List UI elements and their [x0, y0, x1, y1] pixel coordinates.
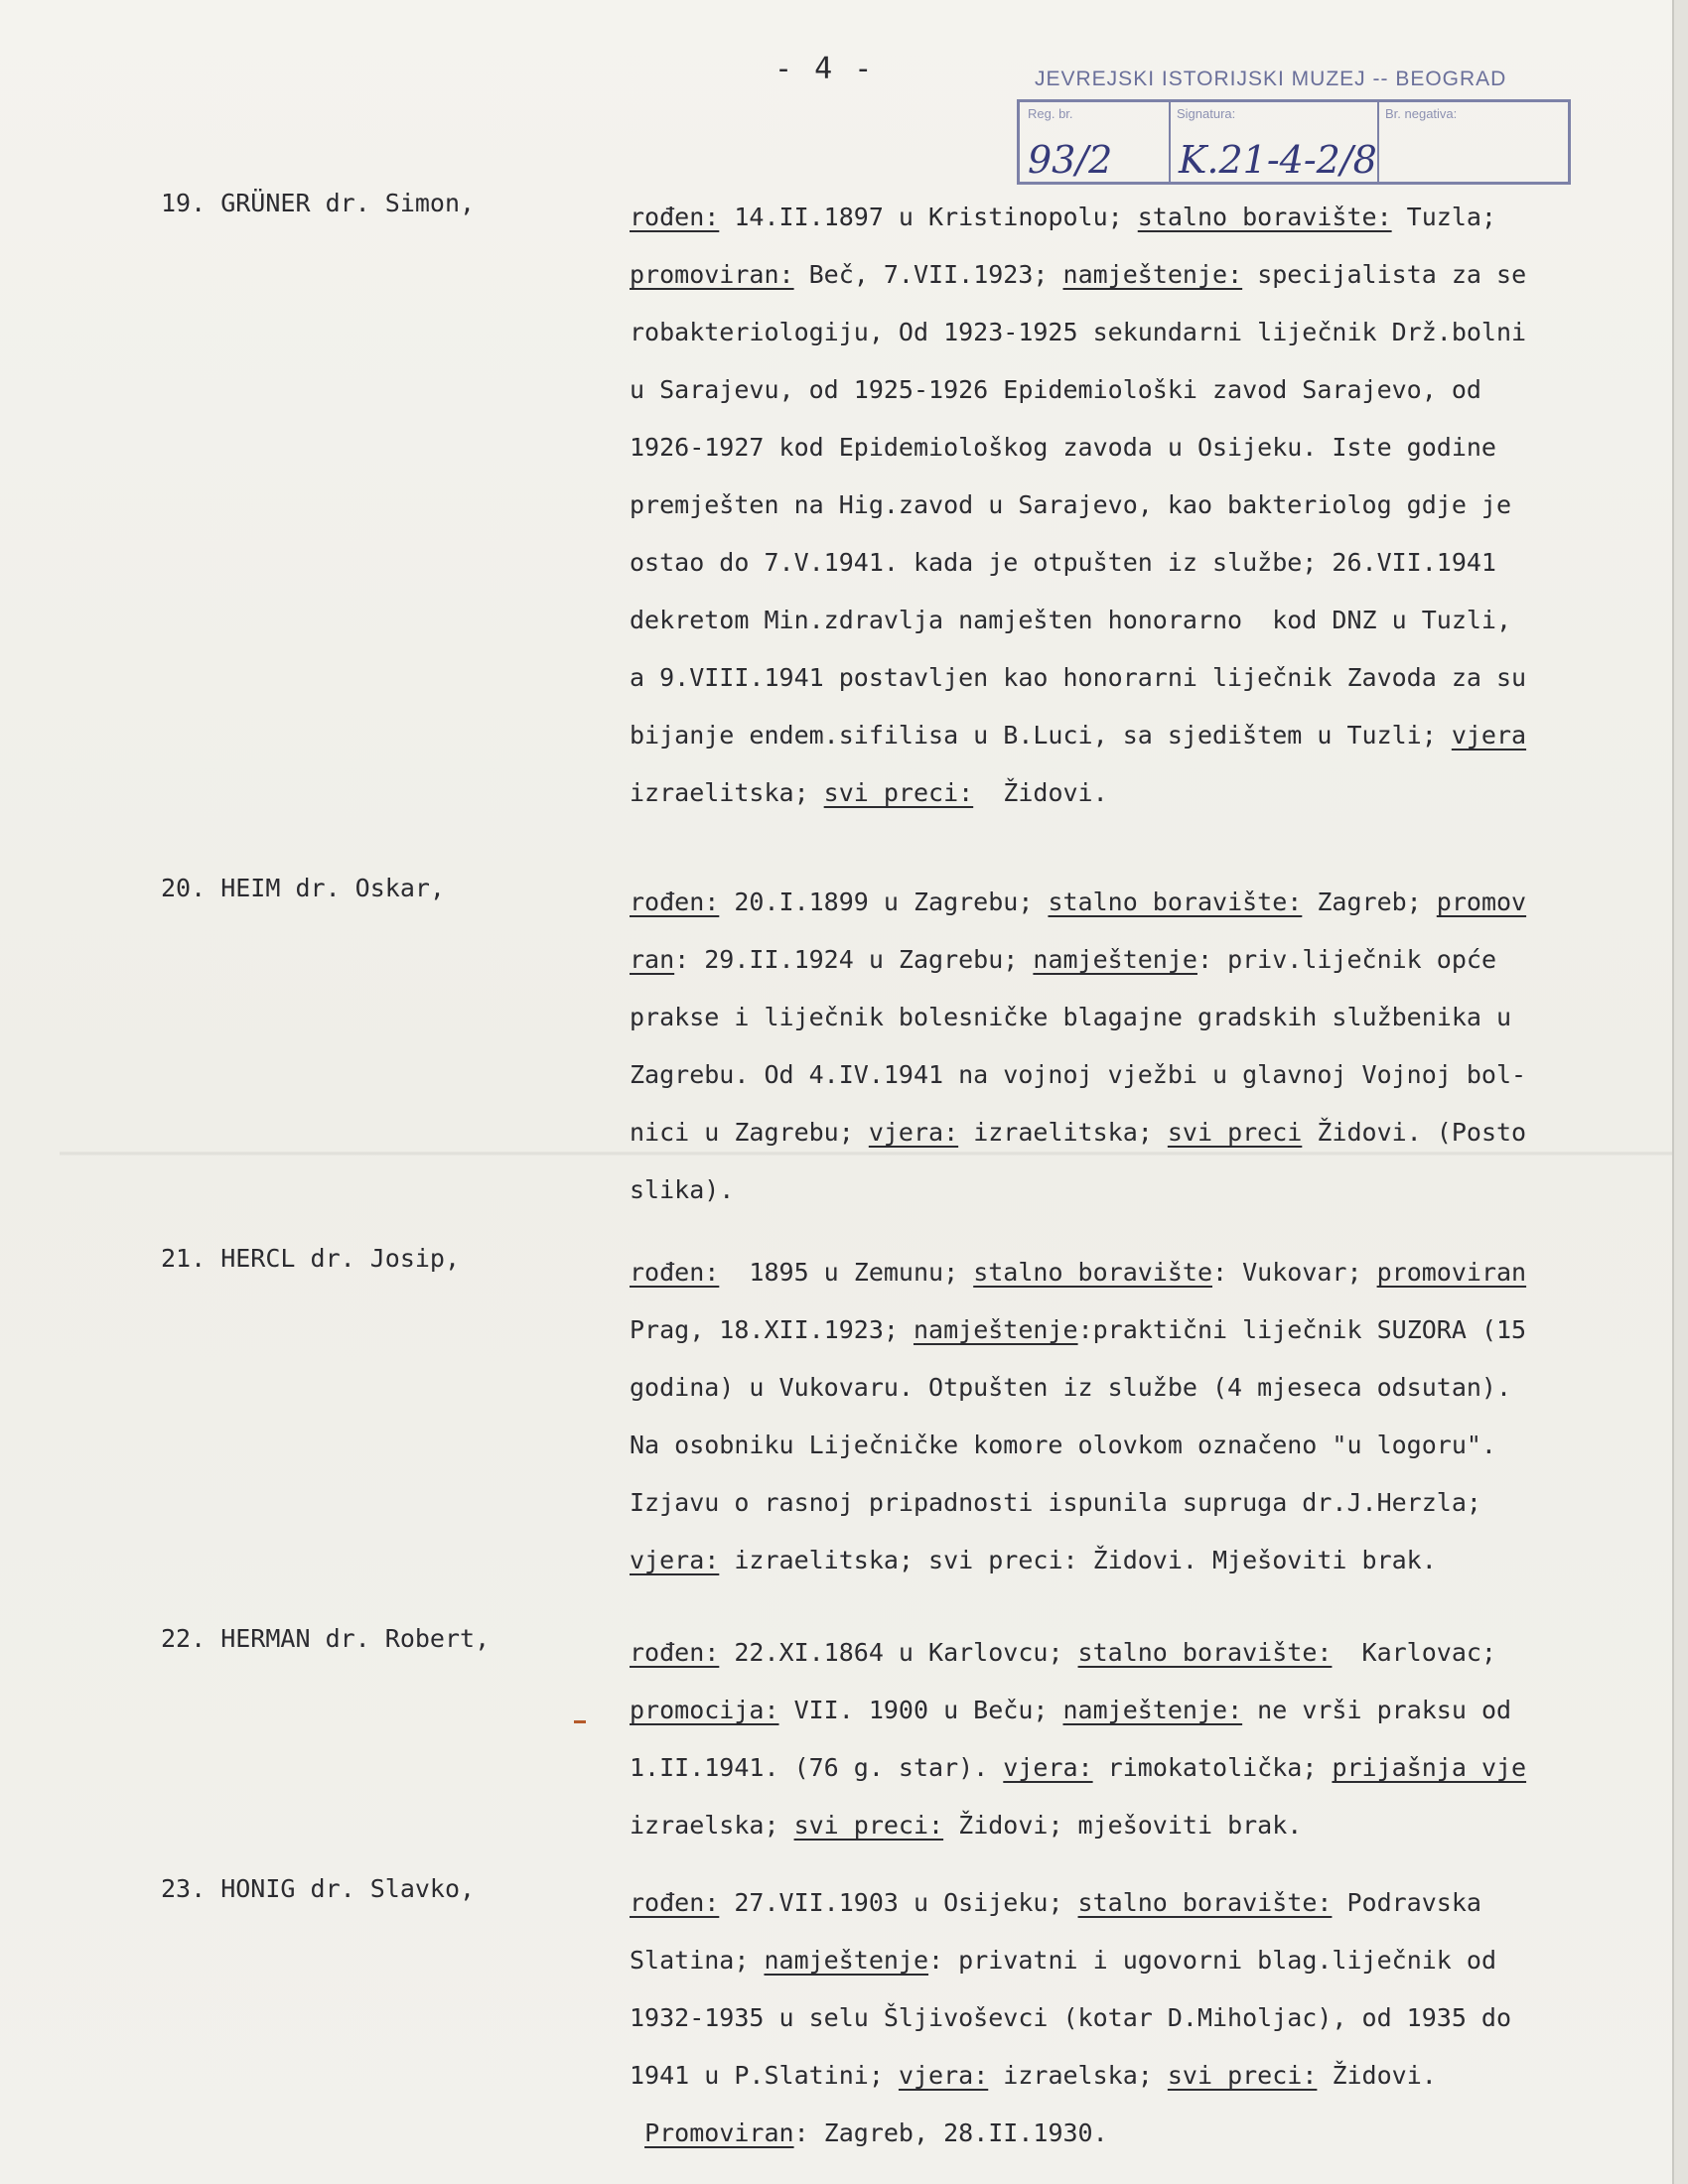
text-line [630, 989, 1672, 1046]
text-segment [630, 2118, 644, 2147]
underlined-field-label: namještenje: [1062, 260, 1243, 289]
entry-body [630, 1624, 1672, 1854]
text-segment: : privatni i ugovorni blag.liječnik od [928, 1946, 1496, 1975]
text-line [630, 707, 1672, 764]
text-segment: slika). [630, 1175, 735, 1204]
text-segment: 1932-1935 u selu Šljivoševci (kotar D.Miholjac), od 1935 do [630, 2003, 1512, 2032]
text-segment: Židovi; mješoviti brak. [943, 1811, 1303, 1840]
stamp-label-reg: Reg. br. [1028, 106, 1073, 121]
underlined-field-label: rođen: [630, 1638, 720, 1667]
underlined-field-label: promoviran [1376, 1258, 1527, 1287]
text-line [630, 1624, 1672, 1682]
text-segment: 14.II.1897 u Kristinopolu; [719, 203, 1138, 231]
underlined-field-label: stalno boravište: [1048, 887, 1303, 916]
text-segment: 1926-1927 kod Epidemiološkog zavoda u Osijeku. Iste godine [630, 433, 1496, 462]
underlined-field-label: stalno boravište [973, 1258, 1213, 1287]
underlined-field-label: svi preci [1167, 1118, 1303, 1147]
text-line [630, 1739, 1672, 1797]
text-segment: Beč, 7.VII.1923; [793, 260, 1063, 289]
text-line [630, 361, 1672, 419]
text-line [630, 1474, 1672, 1532]
text-segment: Na osobniku Liječničke komore olovkom označeno "u logoru". [630, 1431, 1496, 1459]
text-segment: prakse i liječnik bolesničke blagajne gradskih službenika u [630, 1003, 1512, 1031]
text-line [630, 649, 1672, 707]
text-segment: Zagreb; [1302, 887, 1437, 916]
text-segment: Karlovac; [1332, 1638, 1496, 1667]
stamp-cell-negative [1377, 102, 1566, 182]
underlined-field-label: vjera: [898, 2061, 989, 2090]
text-segment: :praktični liječnik SUZORA (15 [1077, 1315, 1527, 1344]
text-segment: Tuzla; [1391, 203, 1496, 231]
text-segment: robakteriologiju, Od 1923-1925 sekundarni liječnik Drž.bolni [630, 318, 1527, 346]
text-segment: 1.II.1941. (76 g. star). [630, 1753, 1004, 1782]
text-line [630, 931, 1672, 989]
underlined-field-label: stalno boravište: [1077, 1638, 1333, 1667]
text-line [630, 592, 1672, 649]
text-segment: 1895 u Zemunu; [719, 1258, 974, 1287]
text-segment: ostao do 7.V.1941. kada je otpušten iz službe; 26.VII.1941 [630, 548, 1496, 577]
text-segment: Židovi. [973, 778, 1108, 807]
text-segment: 27.VII.1903 u Osijeku; [719, 1888, 1078, 1917]
underlined-field-label: promocija: [630, 1696, 779, 1724]
text-line [630, 534, 1672, 592]
underlined-field-label: promov [1436, 887, 1527, 916]
text-line [630, 304, 1672, 361]
text-segment: 1941 u P.Slatini; [630, 2061, 899, 2090]
text-segment: u Sarajevu, od 1925-1926 Epidemiološki zavod Sarajevo, od [630, 375, 1481, 404]
text-segment: premješten na Hig.zavod u Sarajevo, kao bakteriolog gdje je [630, 490, 1512, 519]
paper-edge [1672, 0, 1688, 2184]
text-segment: : 29.II.1924 u Zagrebu; [674, 945, 1034, 974]
text-line [630, 1932, 1672, 1989]
text-segment: : Zagreb, 28.II.1930. [793, 2118, 1108, 2147]
text-line [630, 1104, 1672, 1161]
text-segment: : priv.liječnik opće [1196, 945, 1496, 974]
archive-stamp [1013, 62, 1569, 181]
text-segment: ne vrši praksu od [1242, 1696, 1512, 1724]
text-segment: izraelska; [988, 2061, 1168, 2090]
stamp-signature-value: K.21-4-2/8 [1179, 138, 1377, 182]
underlined-field-label: vjera [1451, 721, 1527, 750]
underlined-field-label: rođen: [630, 1888, 720, 1917]
text-line [630, 1532, 1672, 1589]
text-segment: Izjavu o rasnoj pripadnosti ispunila supruga dr.J.Herzla; [630, 1488, 1481, 1517]
text-line [630, 477, 1672, 534]
underlined-field-label: namještenje [764, 1946, 929, 1975]
entry-body [630, 1874, 1672, 2162]
text-line [630, 1161, 1672, 1219]
text-segment: izraelitska; [630, 778, 824, 807]
text-segment: Podravska [1332, 1888, 1481, 1917]
underlined-field-label: svi preci: [793, 1811, 944, 1840]
text-segment: Slatina; [630, 1946, 765, 1975]
underlined-field-label: namještenje: [1062, 1696, 1243, 1724]
text-segment: specijalista za se [1242, 260, 1527, 289]
underlined-field-label: Promoviran [644, 2118, 794, 2147]
stamp-title: JEVREJSKI ISTORIJSKI MUZEJ -- BEOGRAD [1035, 68, 1507, 90]
text-segment: nici u Zagrebu; [630, 1118, 869, 1147]
text-segment: Židovi. [1317, 2061, 1437, 2090]
text-segment: VII. 1900 u Beču; [778, 1696, 1063, 1724]
underlined-field-label: vjera: [1003, 1753, 1093, 1782]
underlined-field-label: rođen: [630, 203, 720, 231]
text-line [630, 764, 1672, 822]
entry-body [630, 189, 1672, 822]
text-segment: 22.XI.1864 u Karlovcu; [719, 1638, 1078, 1667]
text-line [630, 2047, 1672, 2105]
text-line [630, 1989, 1672, 2047]
text-segment: Zagrebu. Od 4.IV.1941 na vojnoj vježbi u glavnoj Vojnoj bol- [630, 1060, 1527, 1089]
text-line [630, 419, 1672, 477]
stamp-box [1017, 99, 1571, 185]
text-line [630, 189, 1672, 246]
stamp-label-signature: Signatura: [1177, 106, 1236, 121]
text-line [630, 874, 1672, 931]
text-segment: Prag, 18.XII.1923; [630, 1315, 914, 1344]
text-segment: Židovi. (Posto [1302, 1118, 1527, 1147]
text-segment: izraelska; [630, 1811, 794, 1840]
entry-name: 21. HERCL dr. Josip, [161, 1244, 461, 1273]
underlined-field-label: vjera: [630, 1546, 720, 1574]
stamp-label-negative: Br. negativa: [1385, 106, 1458, 121]
page-number: - 4 - [774, 52, 875, 86]
underlined-field-label: svi preci: [823, 778, 974, 807]
text-segment: rimokatolička; [1092, 1753, 1333, 1782]
text-line [630, 2105, 1672, 2162]
margin-mark [574, 1720, 586, 1723]
underlined-field-label: namještenje [913, 1315, 1078, 1344]
text-line [630, 1417, 1672, 1474]
entry-body [630, 874, 1672, 1219]
underlined-field-label: stalno boravište: [1077, 1888, 1333, 1917]
entry-name: 22. HERMAN dr. Robert, [161, 1624, 491, 1653]
entry-name: 20. HEIM dr. Oskar, [161, 874, 445, 902]
text-segment: bijanje endem.sifilisa u B.Luci, sa sjedištem u Tuzli; [630, 721, 1452, 750]
text-segment: izraelitska; svi preci: Židovi. Mješoviti brak. [719, 1546, 1437, 1574]
text-segment: izraelitska; [958, 1118, 1168, 1147]
underlined-field-label: rođen: [630, 887, 720, 916]
underlined-field-label: namještenje [1033, 945, 1197, 974]
text-line [630, 1682, 1672, 1739]
underlined-field-label: stalno boravište: [1137, 203, 1392, 231]
text-segment: 20.I.1899 u Zagrebu; [719, 887, 1049, 916]
text-line [630, 1797, 1672, 1854]
text-line [630, 1046, 1672, 1104]
text-segment: dekretom Min.zdravlja namješten honorarno kod DNZ u Tuzli, [630, 606, 1512, 634]
text-segment: a 9.VIII.1941 postavljen kao honorarni liječnik Zavoda za su [630, 663, 1527, 692]
underlined-field-label: prijašnja vje [1332, 1753, 1527, 1782]
underlined-field-label: ran [630, 945, 675, 974]
underlined-field-label: rođen: [630, 1258, 720, 1287]
underlined-field-label: svi preci: [1167, 2061, 1318, 2090]
entry-body [630, 1244, 1672, 1589]
text-line [630, 1301, 1672, 1359]
stamp-reg-number: 93/2 [1028, 138, 1113, 182]
text-line [630, 1874, 1672, 1932]
underlined-field-label: promoviran: [630, 260, 794, 289]
text-segment: : Vukovar; [1212, 1258, 1377, 1287]
text-line [630, 1244, 1672, 1301]
entry-name: 23. HONIG dr. Slavko, [161, 1874, 476, 1903]
text-segment: godina) u Vukovaru. Otpušten iz službe (4 mjeseca odsutan). [630, 1373, 1512, 1402]
text-line [630, 1359, 1672, 1417]
text-line [630, 246, 1672, 304]
underlined-field-label: vjera: [868, 1118, 959, 1147]
entry-name: 19. GRÜNER dr. Simon, [161, 189, 476, 217]
